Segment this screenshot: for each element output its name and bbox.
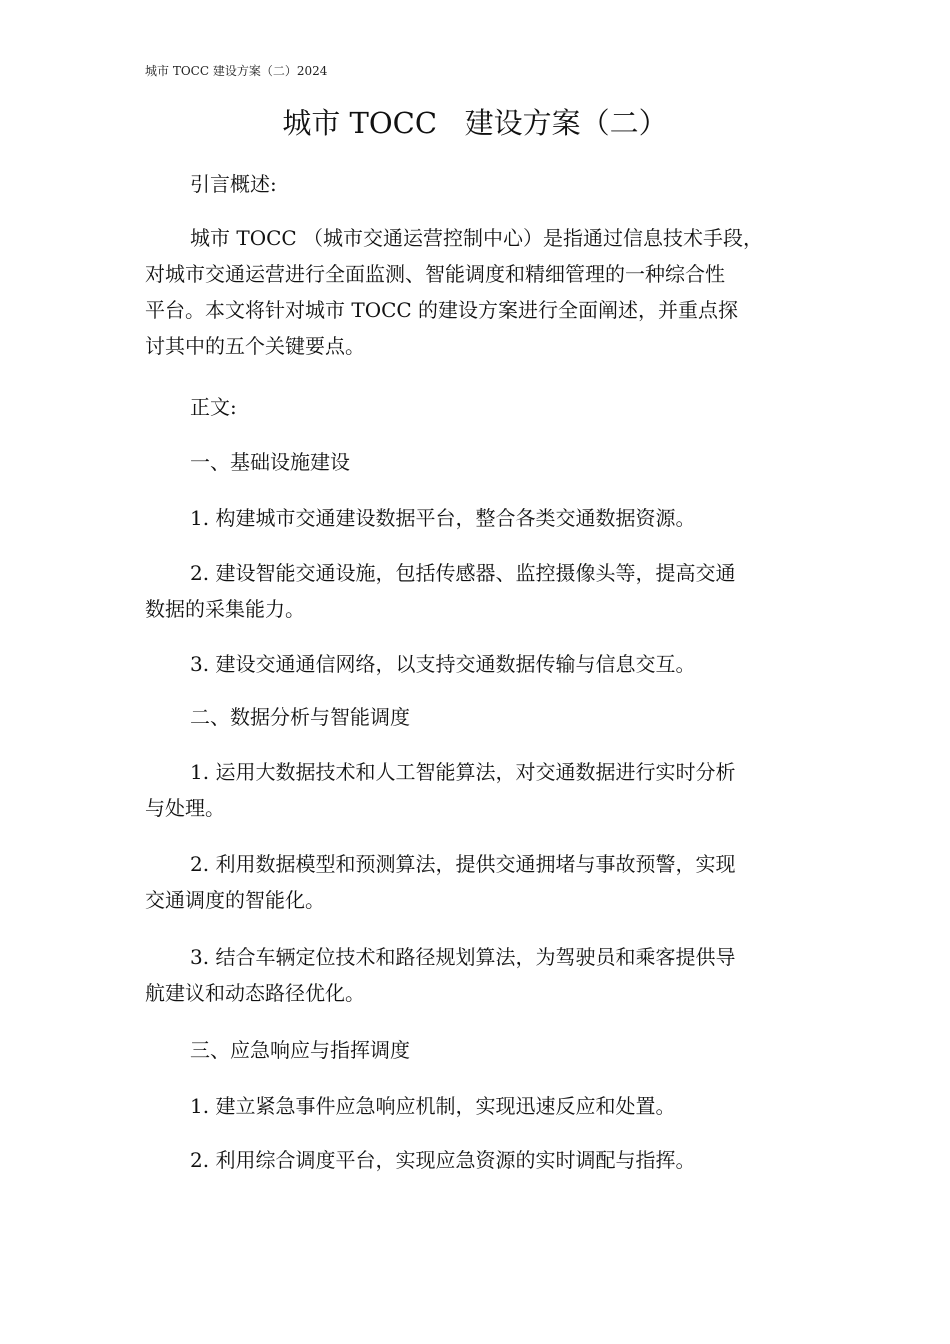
list-item-line: 数据的采集能力。 [145,597,305,621]
intro-line: 对城市交通运营进行全面监测、智能调度和精细管理的一种综合性 [145,262,725,286]
section-heading-text: 一、基础设施建设 [190,450,350,474]
list-item-line: 2. 建设智能交通设施，包括传感器、监控摄像头等，提高交通 [190,561,736,585]
intro-line: 城市 TOCC （城市交通运营控制中心）是指通过信息技术手段， [190,226,764,250]
list-item [145,754,835,826]
list-item-line: 与处理。 [145,796,225,820]
list-item [145,1088,835,1124]
section-heading [145,699,835,735]
intro-line: 讨其中的五个关键要点。 [145,334,365,358]
section-heading-text: 二、数据分析与智能调度 [190,705,410,729]
body-heading-text: 正文: [190,395,237,419]
list-item [145,846,835,918]
list-item-line: 1. 建立紧急事件应急响应机制，实现迅速反应和处置。 [190,1094,676,1118]
intro-heading-text: 引言概述: [190,172,277,196]
body-heading [145,389,835,425]
intro-line: 平台。本文将针对城市 TOCC 的建设方案进行全面阐述，并重点探 [145,298,739,322]
list-item [145,555,835,627]
list-item [145,646,835,682]
list-item-line: 2. 利用综合调度平台，实现应急资源的实时调配与指挥。 [190,1148,696,1172]
list-item [145,500,835,536]
section-heading [145,1032,835,1068]
list-item [145,1142,835,1178]
document-title: 城市 TOCC 建设方案（二） [282,106,668,140]
running-header: 城市 TOCC 建设方案（二）2024 [145,64,328,78]
list-item-line: 2. 利用数据模型和预测算法，提供交通拥堵与事故预警，实现 [190,852,736,876]
list-item-line: 1. 运用大数据技术和人工智能算法，对交通数据进行实时分析 [190,760,736,784]
intro-heading [145,166,835,202]
intro-paragraph [145,220,835,364]
section-heading [145,444,835,480]
list-item-line: 3. 建设交通通信网络，以支持交通数据传输与信息交互。 [190,652,696,676]
list-item-line: 交通调度的智能化。 [145,888,325,912]
list-item-line: 1. 构建城市交通建设数据平台，整合各类交通数据资源。 [190,506,696,530]
list-item-line: 3. 结合车辆定位技术和路径规划算法，为驾驶员和乘客提供导 [190,945,736,969]
section-heading-text: 三、应急响应与指挥调度 [190,1038,410,1062]
list-item-line: 航建议和动态路径优化。 [145,981,365,1005]
list-item [145,939,835,1011]
